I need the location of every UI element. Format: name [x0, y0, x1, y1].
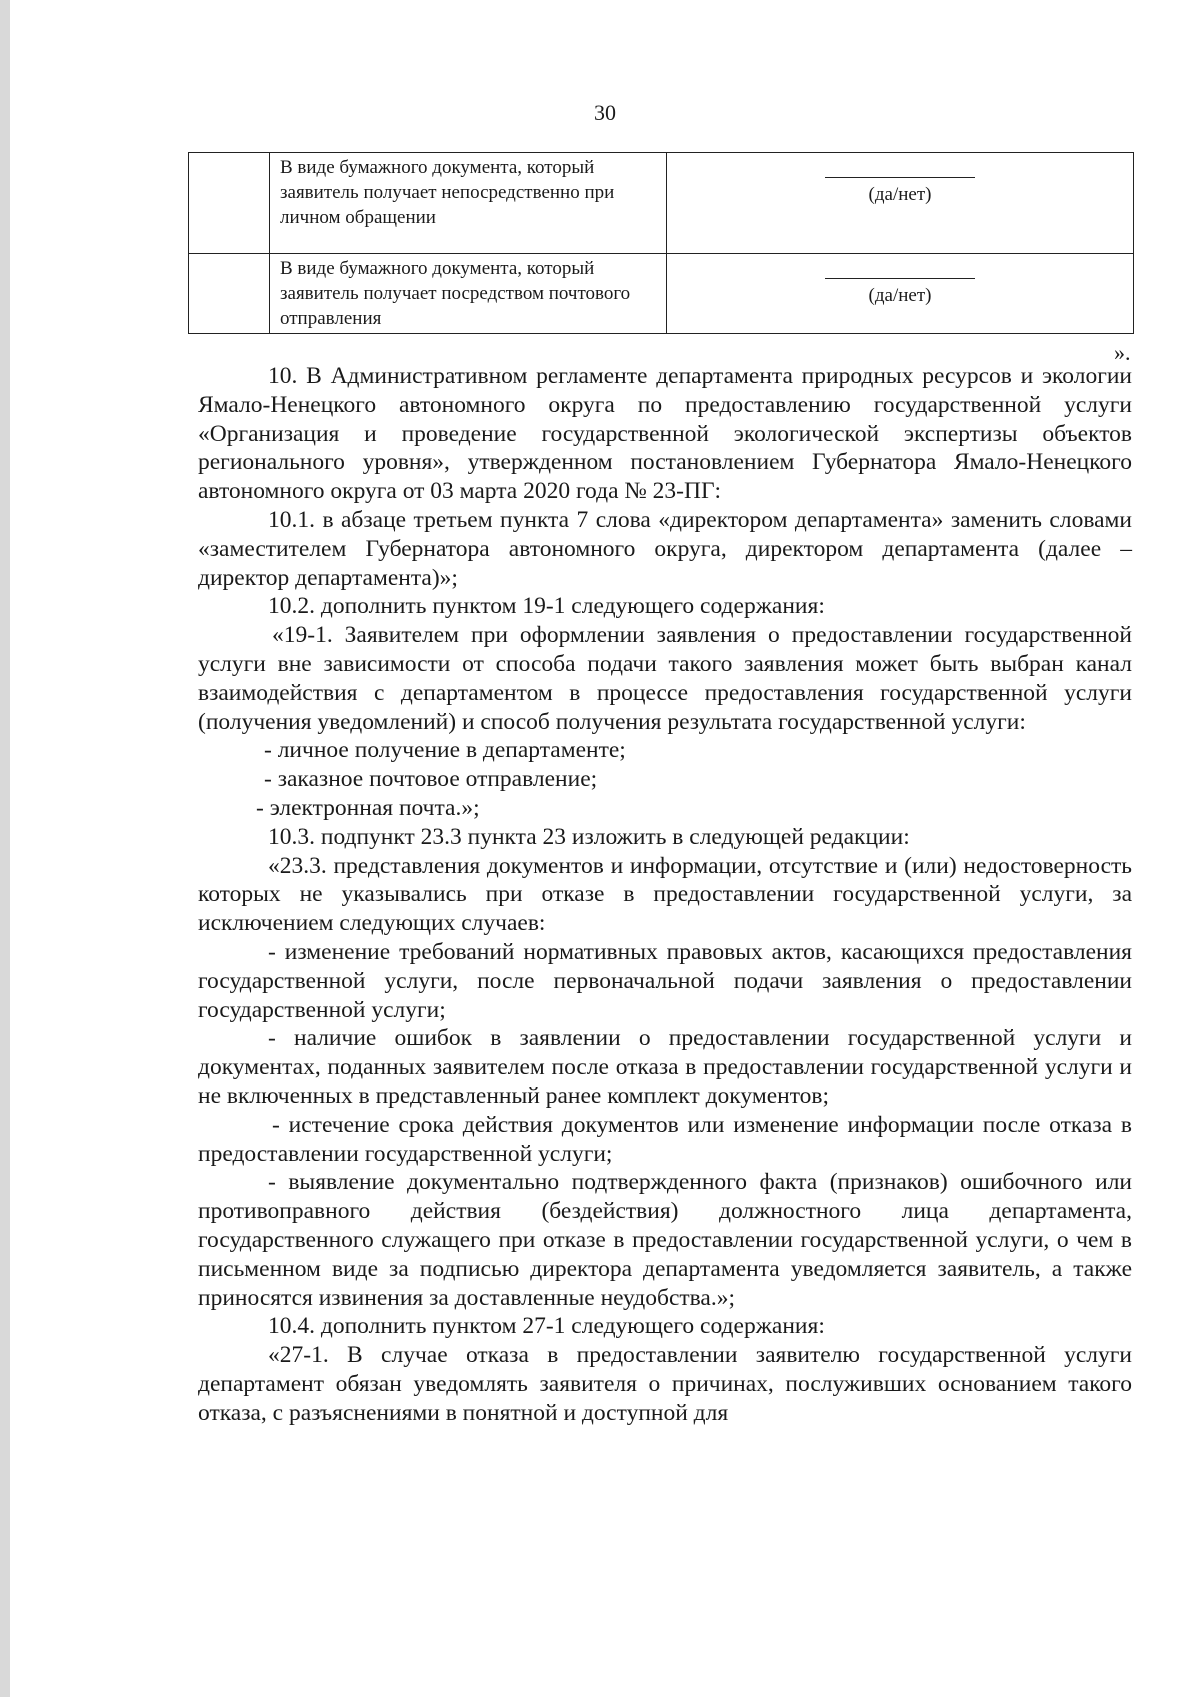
list-item: - наличие ошибок в заявлении о предоставлении государственной услуги и документах, поданных заявителем после отказа в предоставлении государственной услуги и не включенных в представленный ранее комплект документов; — [198, 1025, 1132, 1109]
list-item: - электронная почта.»; — [256, 794, 480, 821]
table-row — [189, 254, 1134, 334]
table-row — [189, 153, 1134, 254]
paragraph: 10.4. дополнить пунктом 27-1 следующего содержания: — [268, 1313, 825, 1340]
table-cell-empty — [189, 153, 270, 254]
result-delivery-table — [188, 152, 1134, 334]
scan-margin — [0, 0, 10, 1697]
list-item: - изменение требований нормативных правовых актов, касающихся предоставления государственной услуги, после первоначальной подачи заявления о предоставлении государственной услуги; — [198, 938, 1132, 1023]
yes-no-label: (да/нет) — [868, 285, 932, 306]
paragraph: 10.2. дополнить пунктом 19-1 следующего содержания: — [268, 593, 825, 620]
table-cell-answer — [667, 254, 1134, 334]
paragraph: 10. В Административном регламенте департамента природных ресурсов и экологии Ямало-Ненецкого автономного округа по предоставлению государственной услуги «Организация и проведение государственной экологической экспертизы объектов регионального уровня», утвержденном постановлением Губернатора Ямало-Ненецкого автономного округа от 03 марта 2020 года № 23-ПГ: — [198, 363, 1132, 505]
yes-no-label: (да/нет) — [868, 184, 932, 205]
paragraph: 10.3. подпункт 23.3 пункта 23 изложить в следующей редакции: — [268, 823, 910, 850]
table-cell-method: В виде бумажного документа, который заявитель получает посредством почтового отправления — [270, 254, 667, 334]
paragraph: «27-1. В случае отказа в предоставлении заявителю государственной услуги департамент обязан уведомлять заявителя о причинах, послуживших основанием такого отказа, с разъяснениями в понятной и доступной для — [198, 1342, 1132, 1426]
list-item: - истечение срока действия документов или изменение информации после отказа в предоставлении государственной услуги; — [198, 1111, 1132, 1167]
list-item: - заказное почтовое отправление; — [264, 766, 598, 793]
document-page — [10, 0, 1200, 1697]
table-cell-empty — [189, 254, 270, 334]
closing-quote: ». — [1114, 340, 1131, 365]
answer-blank-line — [825, 177, 975, 178]
answer-blank-line — [825, 278, 975, 279]
paragraph: 10.1. в абзаце третьем пункта 7 слова «директором департамента» заменить словами «заместителем Губернатора автономного округа, директором департамента (далее – директор департамента)»; — [198, 506, 1132, 591]
list-item: - личное получение в департаменте; — [264, 737, 626, 764]
table-cell-answer — [667, 153, 1134, 254]
paragraph: «19-1. Заявителем при оформлении заявления о предоставлении государственной услуги вне зависимости от способа подачи такого заявления может быть выбран канал взаимодействия с департаментом в процессе предоставления государственной услуги (получения уведомлений) и способ получения результата государственной услуги: — [198, 622, 1132, 735]
paragraph: «23.3. представления документов и информации, отсутствие и (или) недостоверность которых не указывались при отказе в предоставлении государственной услуги, за исключением следующих случаев: — [198, 852, 1132, 937]
document-body — [198, 362, 1132, 1427]
page-number: 30 — [594, 100, 616, 125]
table-cell-method: В виде бумажного документа, который заявитель получает непосредственно при личном обращении — [270, 153, 667, 254]
list-item: - выявление документально подтвержденного факта (признаков) ошибочного или противоправного действия (бездействия) должностного лица департамента, государственного служащего при отказе в предоставлении государственной услуги, о чем в письменном виде за подписью директора департамента уведомляется заявитель, а также приносятся извинения за доставленные неудобства.»; — [198, 1169, 1132, 1311]
